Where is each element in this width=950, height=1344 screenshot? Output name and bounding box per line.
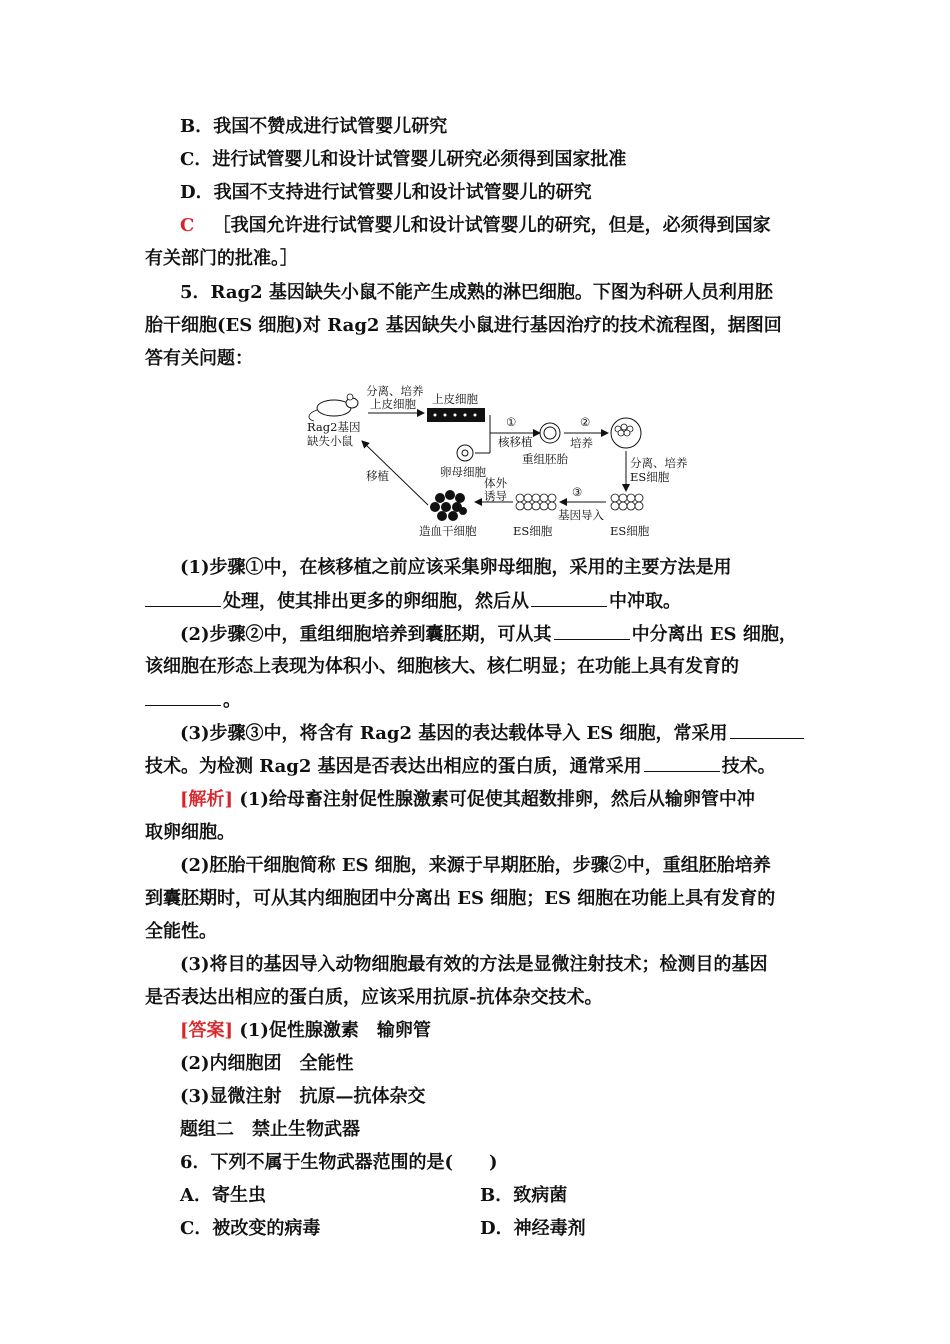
q5-sub1-text-a: 处理，使其排出更多的卵细胞，然后从	[223, 591, 529, 612]
hematopoietic-cells-cluster	[430, 490, 467, 521]
separate-culture-label-2: 分离、培养	[630, 456, 688, 470]
q5-sub1-line2	[145, 589, 681, 613]
q4-option-b: B．我国不赞成进行试管婴儿研究	[180, 116, 448, 137]
q5-analysis-2a: (2)胚胎干细胞简称 ES 细胞，来源于早期胚胎，步骤②中，重组胚胎培养	[180, 855, 771, 876]
es-cells-top-label: ES细胞	[630, 470, 670, 484]
es-cells-mid-cluster	[516, 494, 556, 510]
answer-text-1: (1)促性腺激素 输卵管	[233, 1020, 431, 1041]
answer-blank[interactable]	[145, 589, 221, 607]
q6-option-c: C．被改变的病毒	[180, 1218, 321, 1239]
q5-sub3-text-a: (3)步骤③中，将含有 Rag2 基因的表达载体导入 ES 细胞，常采用	[180, 723, 728, 744]
q5-analysis-3a: (3)将目的基因导入动物细胞最有效的方法是显微注射技术；检测目的基因	[180, 954, 768, 975]
q5-analysis-1	[180, 788, 755, 812]
q5-sub2-line2: 该细胞在形态上表现为体积小、细胞核大、核仁明显；在功能上具有发育的	[145, 656, 739, 677]
q4-answer-line	[180, 214, 771, 238]
q5-analysis-3b: 是否表达出相应的蛋白质，应该采用抗原-抗体杂交技术。	[145, 987, 603, 1008]
culture-label: 培养	[570, 436, 593, 450]
q4-answer-letter: C	[180, 215, 195, 236]
nuclear-transfer-label: 核移植	[498, 435, 533, 449]
hematopoietic-label: 造血干细胞	[419, 524, 477, 538]
q5-sub2-text-a: (2)步骤②中，重组细胞培养到囊胚期，可从其	[180, 624, 552, 645]
es-cells-right-cluster	[611, 494, 643, 510]
q5-stem-1: 5．Rag2 基因缺失小鼠不能产生成熟的淋巴细胞。下图为科研人员利用胚	[180, 282, 773, 303]
mouse-label-2: 缺失小鼠	[307, 434, 353, 448]
in-vitro-label-2: 诱导	[484, 489, 507, 503]
q4-explanation-1: ［我国允许进行试管婴儿和设计试管婴儿的研究，但是，必须得到国家	[212, 215, 771, 236]
gene-import-label: 基因导入	[558, 508, 604, 522]
epithelial-cells-label: 上皮细胞	[432, 392, 478, 406]
q5-answer-2: (2)内细胞团 全能性	[180, 1053, 354, 1074]
q5-sub1-text-b: 中冲取。	[609, 591, 681, 612]
es-cells-right-label: ES细胞	[610, 524, 650, 538]
transplant-label: 移植	[366, 469, 389, 483]
es-cells-mid-label: ES细胞	[513, 524, 553, 538]
q5-analysis-2b: 到囊胚期时，可从其内细胞团中分离出 ES 细胞；ES 细胞在功能上具有发育的	[145, 888, 776, 909]
epithelial-label: 上皮细胞	[370, 397, 416, 411]
q6-options-row-2	[180, 1217, 586, 1241]
answer-blank[interactable]	[554, 622, 630, 640]
group2-title: 题组二 禁止生物武器	[180, 1119, 360, 1140]
q6-option-b: B．致病菌	[480, 1185, 568, 1206]
separate-culture-label-1: 分离、培养	[366, 384, 424, 398]
q5-sub3-text-b: 技术。为检测 Rag2 基因是否表达出相应的蛋白质，通常采用	[145, 756, 642, 777]
answer-blank[interactable]	[730, 721, 804, 739]
q4-explanation-2: 有关部门的批准。］	[145, 248, 298, 269]
recombinant-embryo-label: 重组胚胎	[522, 452, 568, 466]
q4-option-d: D．我国不支持进行试管婴儿和设计试管婴儿的研究	[180, 182, 592, 203]
answer-blank[interactable]	[644, 754, 720, 772]
q5-answer-1	[180, 1019, 431, 1043]
q5-sub1-line1: (1)步骤①中，在核移植之前应该采集卵母细胞，采用的主要方法是用	[180, 557, 732, 578]
q6-options-row-1	[180, 1184, 568, 1208]
step3-label: ③	[572, 485, 583, 499]
in-vitro-label-1: 体外	[484, 476, 507, 490]
q5-answer-3: (3)显微注射 抗原—抗体杂交	[180, 1086, 426, 1107]
step1-label: ①	[506, 415, 517, 429]
q6-stem: 6．下列不属于生物武器范围的是( )	[180, 1152, 498, 1173]
gene-therapy-flow-diagram	[300, 383, 690, 543]
oocyte-label: 卵母细胞	[440, 465, 486, 479]
q5-analysis-1b: 取卵细胞。	[145, 822, 235, 843]
recombinant-embryo-inner	[544, 427, 556, 439]
answer-blank[interactable]	[531, 589, 607, 607]
q6-option-d: D．神经毒剂	[480, 1218, 586, 1239]
answer-blank[interactable]	[145, 688, 221, 706]
q5-sub3-line2	[145, 754, 776, 778]
q5-sub3-text-c: 技术。	[721, 756, 776, 777]
analysis-text-1a: (1)给母畜注射促性腺激素可促使其超数排卵，然后从输卵管中冲	[233, 789, 755, 810]
step2-label: ②	[580, 415, 591, 429]
analysis-tag: [解析]	[180, 789, 234, 810]
q5-stem-3: 答有关问题：	[145, 348, 253, 369]
q5-stem-2: 胎干细胞(ES 细胞)对 Rag2 基因缺失小鼠进行基因治疗的技术流程图，据图回	[145, 315, 782, 336]
q6-option-a: A．寄生虫	[180, 1185, 266, 1206]
q5-sub2-text-b: 中分离出 ES 细胞，	[631, 624, 797, 645]
q5-analysis-2c: 全能性。	[145, 921, 217, 942]
q5-sub3-line1	[180, 721, 806, 745]
q5-sub2-line3	[145, 688, 241, 712]
q5-sub2-text-c: 。	[223, 690, 241, 711]
answer-tag: [答案]	[180, 1020, 234, 1041]
mouse-icon	[309, 394, 358, 421]
oocyte-nucleus	[462, 450, 468, 456]
mouse-label-1: Rag2基因	[307, 420, 361, 434]
q5-sub2-line1	[180, 622, 797, 646]
q4-option-c: C．进行试管婴儿和设计试管婴儿研究必须得到国家批准	[180, 149, 627, 170]
